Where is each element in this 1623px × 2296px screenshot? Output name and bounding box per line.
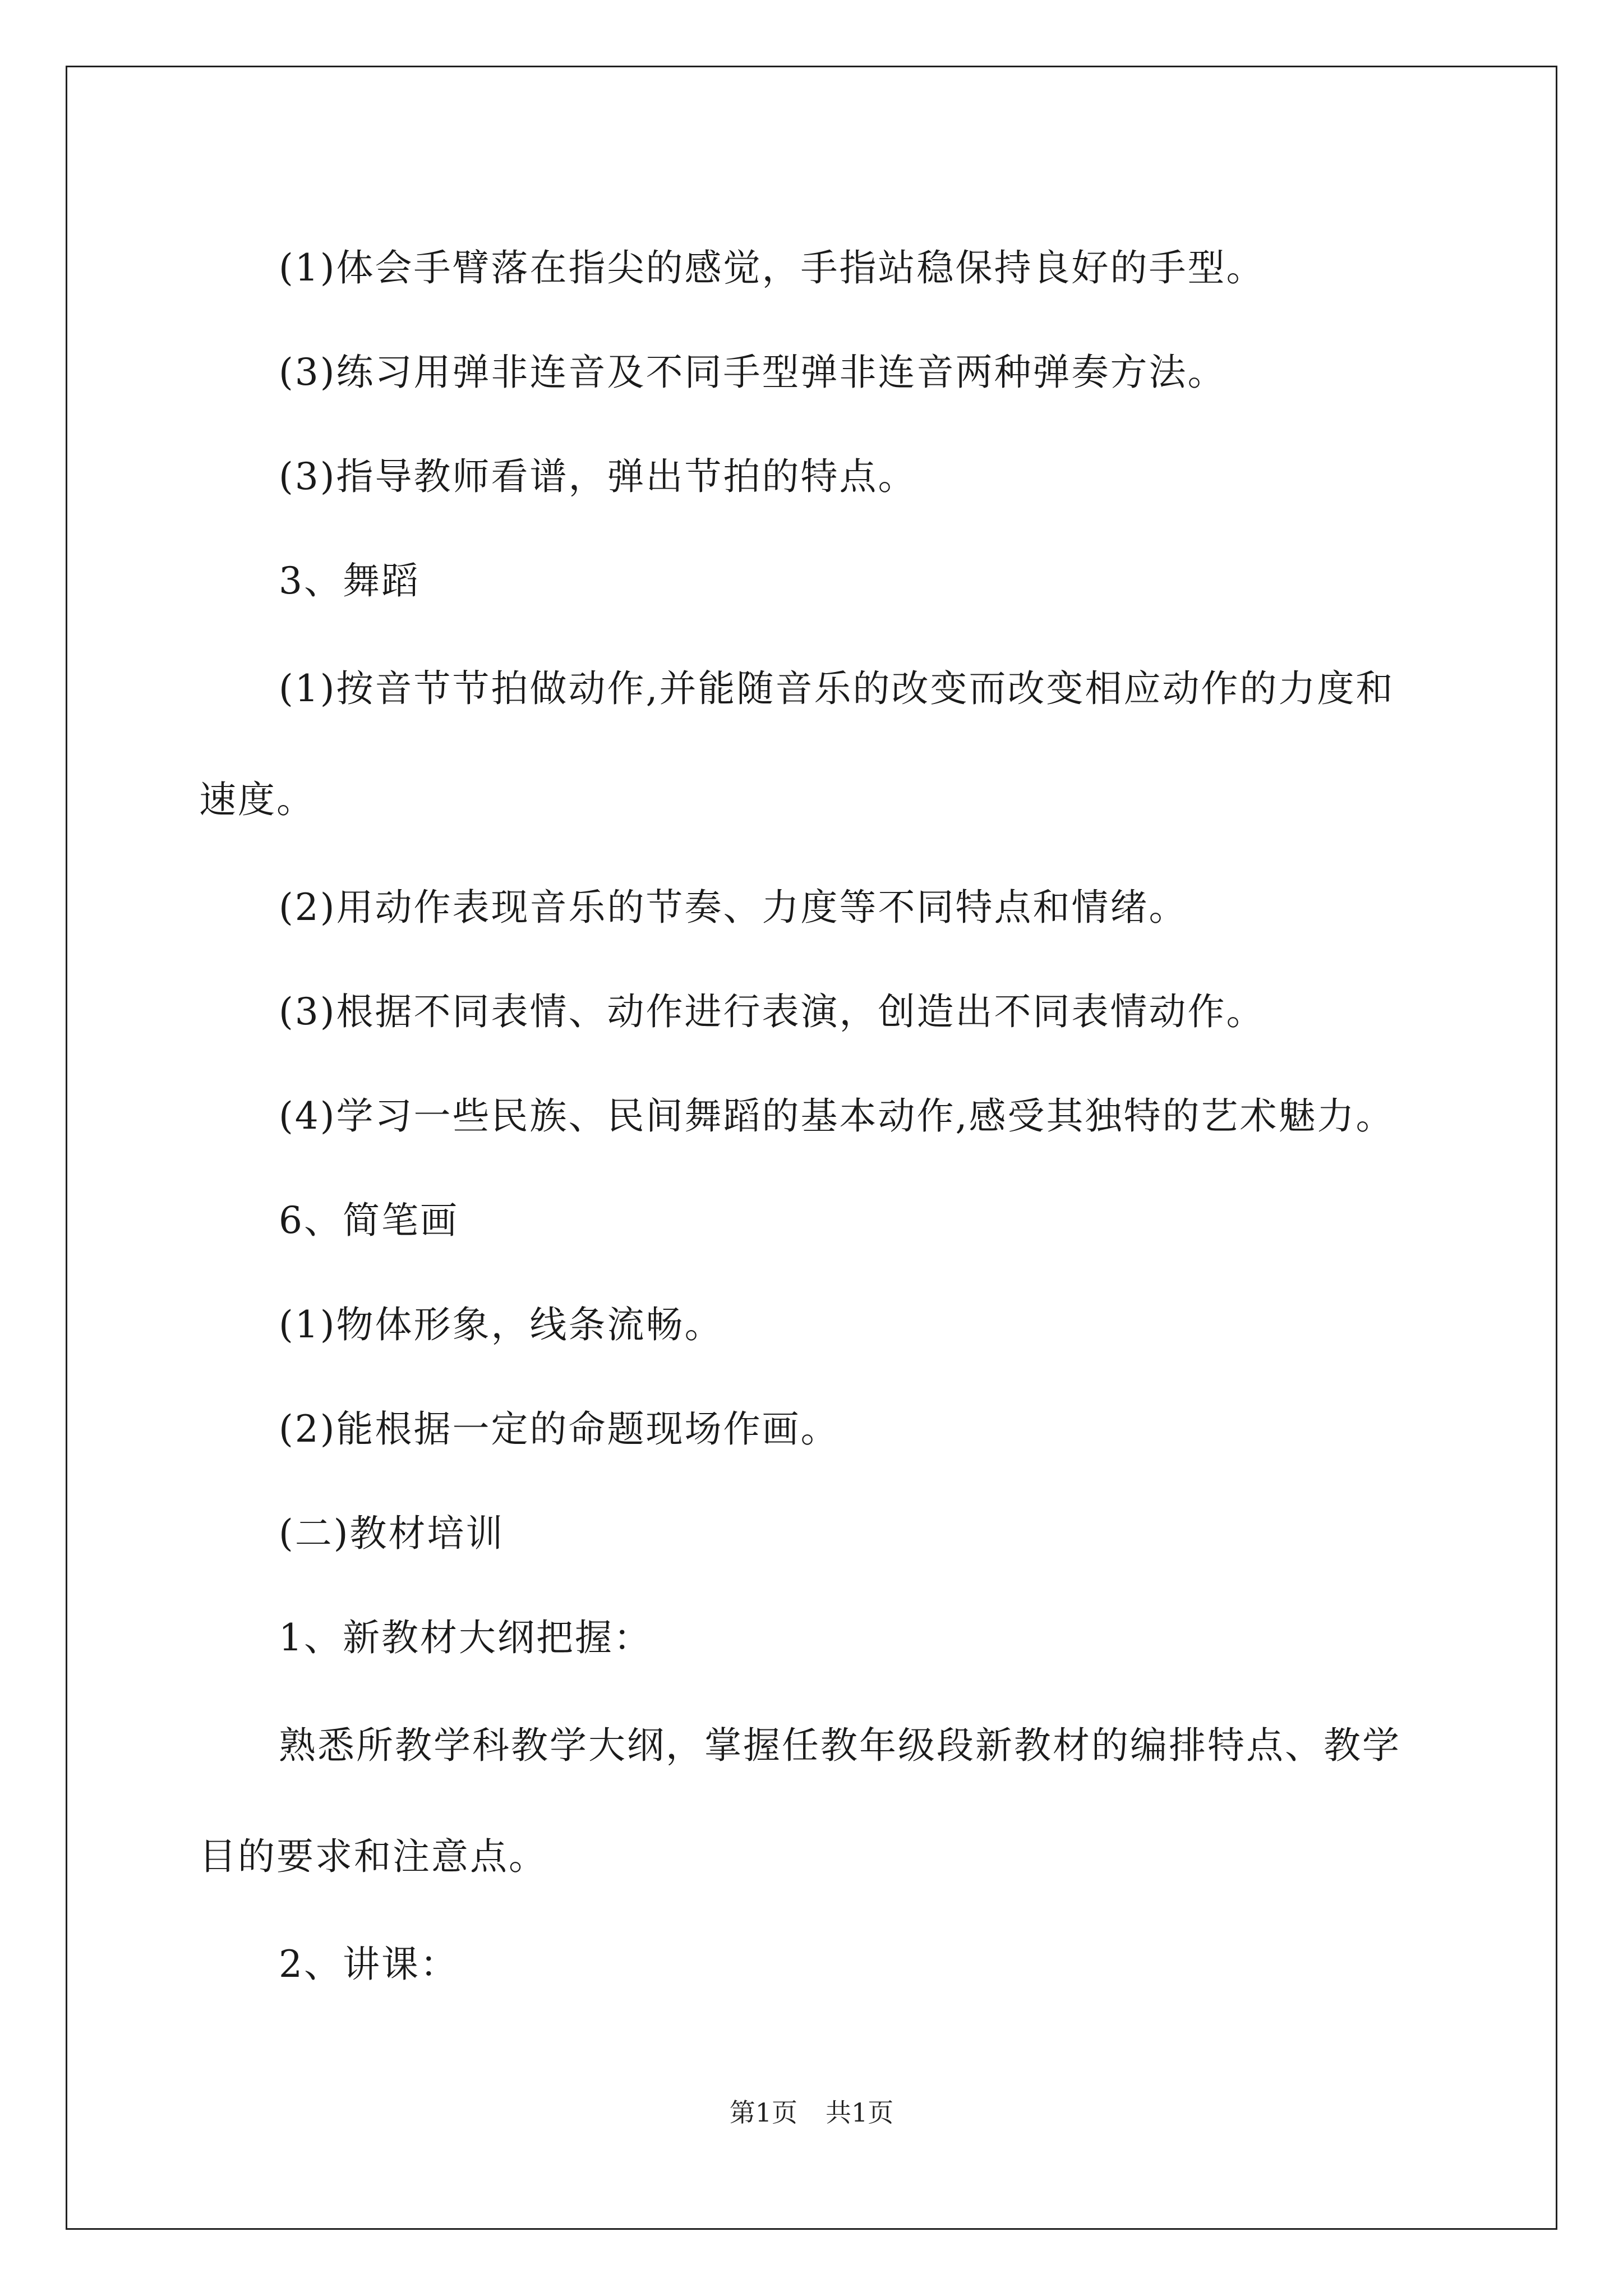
paragraph: (2)用动作表现音乐的节奏、力度等不同特点和情绪。 — [279, 886, 1188, 929]
paragraph: (3)指导教师看谱，弹出节拍的特点。 — [279, 455, 917, 498]
paragraph: (1)体会手臂落在指尖的感觉，手指站稳保持良好的手型。 — [279, 246, 1265, 289]
section-heading: 6、简笔画 — [279, 1199, 459, 1242]
section-heading: (二)教材培训 — [279, 1512, 505, 1555]
document-body — [199, 216, 1430, 2017]
paragraph: (1)按音节节拍做动作,并能随音乐的改变而改变相应动作的力度和速度。 — [199, 667, 1395, 821]
paragraph: (4)学习一些民族、民间舞蹈的基本动作,感受其独特的艺术魅力。 — [279, 1094, 1395, 1138]
paragraph: (2)能根据一定的命题现场作画。 — [279, 1407, 840, 1451]
section-heading: 1、新教材大纲把握： — [279, 1616, 652, 1659]
section-heading: 2、讲课： — [279, 1943, 459, 1986]
paragraph: (1)物体形象，线条流畅。 — [279, 1303, 723, 1346]
page-total: 共1页 — [826, 2097, 894, 2128]
paragraph: 熟悉所教学科教学大纲，掌握任教年级段新教材的编排特点、教学目的要求和注意点。 — [199, 1724, 1401, 1878]
section-heading: 3、舞蹈 — [279, 559, 420, 602]
page-footer — [0, 2092, 1623, 2129]
page-number: 第1页 — [729, 2097, 797, 2128]
paragraph: (3)练习用弹非连音及不同手型弹非连音两种弹奏方法。 — [279, 351, 1227, 394]
paragraph: (3)根据不同表情、动作进行表演，创造出不同表情动作。 — [279, 990, 1265, 1033]
